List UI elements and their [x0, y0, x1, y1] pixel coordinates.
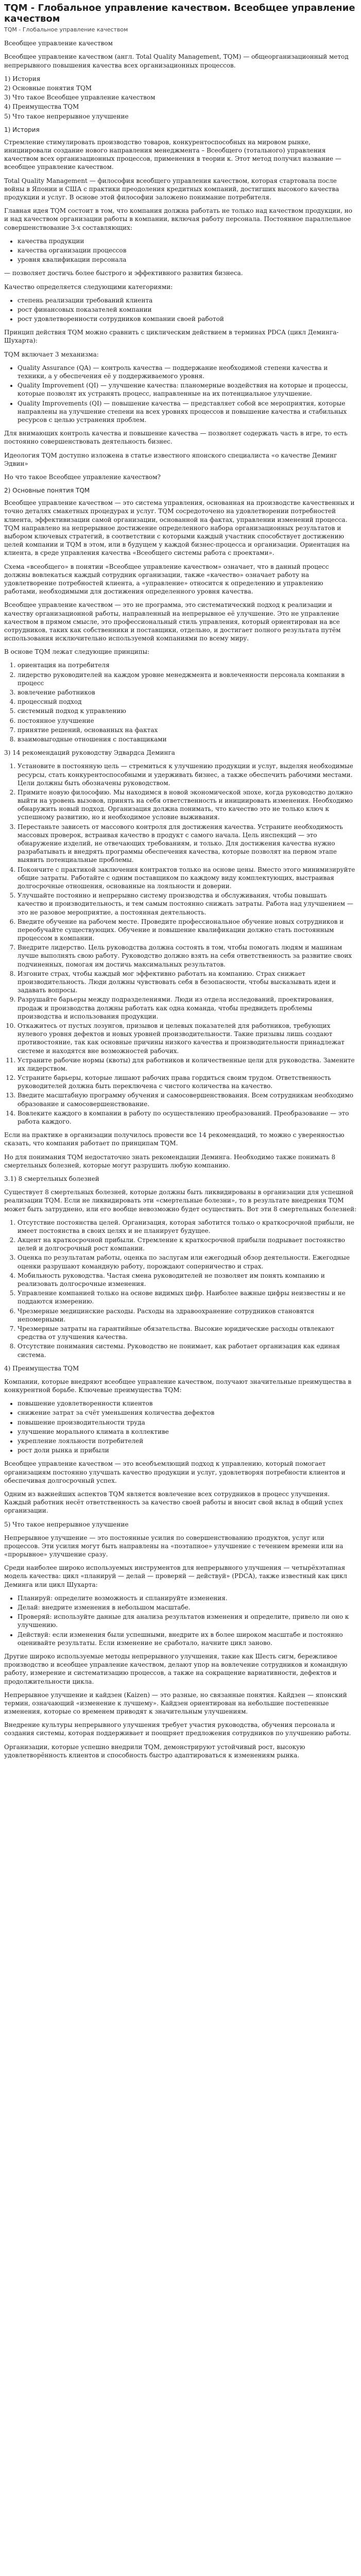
- page-title: TQM - Глобальное управление качеством. Всеобщее управление качеством: [4, 3, 355, 24]
- list-item: 2. лидерство руководителей на каждом уровне менеджмента и вовлеченности персонала компании в процесс: [18, 671, 357, 687]
- paragraph: Внедрение культуры непрерывного улучшения требует участия руководства, обучения персонала и создания системы, которая поддерживает и поощряет предложения сотрудников по улучшению работы.: [4, 1721, 351, 1737]
- bullet-list: [4, 237, 357, 264]
- paragraph: 3.1) 8 смертельных болезней: [4, 1175, 99, 1182]
- paragraph: Другие широко используемые методы непрерывного улучшения, такие как Шесть сигм, бережливое производство и всеобщее управление качеством, делают упор на вовлечение сотрудников и командную работу, измерение и систематизацию процессов, а также на сокращение вариативности, дефектов и продолжительности цикла.: [4, 1652, 348, 1685]
- paragraph: Всеобщее управление качеством (англ. Total Quality Management, TQM) — общеорганизационный метод непрерывного повышения качества всех организационных процессов.: [4, 53, 349, 69]
- paragraph: Одним из важнейших аспектов TQM является вовлечение всех сотрудников в процесс улучшения. Каждый работник несёт ответственность за качество своей работы и вносит свой вклад в общий успех организации.: [4, 1490, 343, 1515]
- paragraph: Схема «всеобщего» в понятии «Всеобщее управление качеством» означает, что в данный процесс должны вовлекаться каждый сотрудник организации, также «качество» означает работу на удовлетворение потребностей клиента, а «управление» относится к определению и управлению работами, необходимыми для достижения определенного уровня качества.: [4, 563, 329, 596]
- list-item: • Планируй: определите возможность и спланируйте изменения.: [18, 1594, 357, 1602]
- paragraph: Но для понимания TQM недостаточно знать рекомендации Деминга. Необходимо также понимать 8 смертельных болезней, которые могут разрушить любую компанию.: [4, 1153, 336, 1169]
- list-item: 7. принятие решений, основанных на фактах: [18, 726, 357, 734]
- paragraph: Главная идея TQM состоит в том, что компания должна работать не только над качеством продукции, но и над качеством организации работы в компании, включая работу персонала. Постоянное параллельное совершенствование 3-х составляющих:: [4, 207, 353, 231]
- list-item: 6. Чрезмерные медицинские расходы. Расходы на здравоохранение сотрудников становятся непомерными.: [18, 1307, 357, 1324]
- list-item: 5. Управление компанией только на основе видимых цифр. Наиболее важные цифры неизвестны и не поддаются измерению.: [18, 1289, 357, 1306]
- list-item: 14. Вовлеките каждого в компании в работу по осуществлению преобразований. Преобразование — это работа каждого.: [18, 1109, 357, 1126]
- page-subtitle: TQM - Глобальное управление качеством: [4, 26, 128, 33]
- list-item: 8. Отсутствие понимания системы. Руководство не понимает, как работает организация как единая система.: [18, 1342, 357, 1359]
- bullet-list: [4, 1594, 357, 1647]
- paragraph: Организации, которые успешно внедрили TQM, демонстрируют устойчивый рост, высокую удовлетворённость клиентов и способность быстро адаптироваться к изменениям рынка.: [4, 1743, 305, 1759]
- list-item: • качества организации процессов: [18, 246, 357, 255]
- paragraph: Всеобщее управление качеством: [4, 40, 113, 47]
- list-item: • Проверяй: используйте данные для анализа результатов изменения и определите, привело ли оно к улучшению.: [18, 1613, 357, 1629]
- paragraph: — позволяет достичь более быстрого и эффективного развития бизнеса.: [4, 269, 243, 277]
- list-item: 1. ориентация на потребителя: [18, 661, 357, 669]
- list-item: • повышение удовлетворенности клиентов: [18, 1399, 357, 1408]
- paragraph: Компании, которые внедряют всеобщее управление качеством, получают значительные преимущества в конкурентной борьбе. Ключевые преимущества TQM:: [4, 1378, 352, 1394]
- paragraph: Для внимающих контроль качества и повышение качества — позволяет содержать часть в игре, то есть постоянно совершенствовать деятельность бизнес.: [4, 430, 348, 446]
- list-item: • рост удовлетворенности сотрудников компании своей работой: [18, 315, 357, 323]
- paragraph: Идеология TQM доступно изложена в статье известного японского специалиста «о качестве Деминг Эдвин»: [4, 451, 337, 467]
- list-item: • улучшение морального климата в коллективе: [18, 1428, 357, 1436]
- paragraph: 4) Преимущества TQM: [4, 1364, 79, 1372]
- paragraph: Непрерывное улучшение — это постоянные усилия по совершенствованию продуктов, услуг или процессов. Эти усилия могут быть направлены на «поэтапное» улучшение с течением времени или на «прорывное» улучшение сразу.: [4, 1534, 343, 1558]
- paragraph: В основе TQM лежат следующие принципы:: [4, 648, 150, 656]
- list-item: 4. Покончите с практикой заключения контрактов только на основе цены. Вместо этого минимизируйте общие затраты. Работайте с одним поставщиком по каждому виду комплектующих, выстраивая долгосрочные отношения, основанные на лояльности и доверии.: [18, 866, 357, 891]
- paragraph: Всеобщее управление качеством — это не программа, это систематический подход к реализации и качеству организационной работы, направленный на непрерывное её улучшение. Это не управление качеством в прямом смысле, это профессиональный стиль управления, который ориентирован на все сотрудников, таких как собственники и поставщики, отдельно, и достигает полного результата путём использования исключительно используемой компаниями по всему миру.: [4, 601, 341, 642]
- bullet-list: [4, 1399, 357, 1454]
- toc-item[interactable]: 3) Что такое Всеобщее управление качеством: [4, 94, 156, 101]
- paragraph: 3) 14 рекомендаций руководству Эдвардса Деминга: [4, 749, 175, 757]
- list-item: • Quality Improvements (QI) — повышение качества — представляет собой все мероприятия, которые направлены на улучшение степени на всех уровнях процессов и повышение качества и стабильных ресурсов с целью устранения проблем.: [18, 399, 357, 425]
- list-item: 1. Отсутствие постоянства целей. Организация, которая заботится только о краткосрочной прибыли, не имеет постоянства в своих целях и не планирует будущее.: [18, 1218, 357, 1235]
- numbered-list: [4, 762, 357, 1126]
- list-item: • Quality Improvement (QI) — улучшение качества: планомерные воздействия на которые и процессы, которые позволят их устранять процесс, направленные на их потенциальное улучшение.: [18, 381, 357, 398]
- numbered-list: [4, 661, 357, 743]
- list-item: • степень реализации требований клиента: [18, 296, 357, 304]
- paragraph: Стремление стимулировать производство товаров, конкурентоспособных на мировом рынке, инициировали создание нового направления менеджмента – Всеобщего (тотального) управления качеством всех организационных процессов, применения в теории к. Этот метод получил название — всеобщее управление качеством.: [4, 138, 341, 171]
- list-item: 5. Улучшайте постоянно и непрерывно систему производства и обслуживания, чтобы повышать качество и производительность, и тем самым постоянно снижать затраты. Работа над улучшением — это не разовое мероприятие, а постоянная деятельность.: [18, 891, 357, 917]
- list-item: 3. Оценка по результатам работы, оценка по заслугам или ежегодный обзор деятельности. Ежегодные оценки разрушают командную работу, порождают соперничество и страх.: [18, 1253, 357, 1270]
- list-item: 3. Перестаньте зависеть от массового контроля для достижения качества. Устраните необходимость массовых проверок, встраивая качество в продукт с самого начала. Цель инспекций — это обнаружение изделий, не отвечающих требованиям, и только. Для достижения качества нужно разрабатывать и внедрять программы обеспечения качества, которые позволят на первом этапе выявить потенциальные проблемы.: [18, 823, 357, 865]
- section-heading: 2) Основные понятия TQM: [4, 487, 90, 495]
- toc-item[interactable]: 4) Преимущества TQM: [4, 103, 79, 111]
- list-item: 2. Акцент на краткосрочной прибыли. Стремление к краткосрочной прибыли подрывает постоянство целей и долгосрочный рост компании.: [18, 1236, 357, 1252]
- list-item: • повышение производительности труда: [18, 1418, 357, 1427]
- paragraph: Качество определяется следующими категориями:: [4, 283, 173, 291]
- paragraph: Всеобщее управление качеством — это всеобъемлющий подход к управлению, который помогает организациям постоянно улучшать качество продукции и услуг, удовлетворяя потребности клиентов и обеспечивая долгосрочный успех.: [4, 1460, 346, 1484]
- list-item: 4. процессный подход: [18, 698, 357, 706]
- paragraph: Всеобщее управление качеством — это система управления, основанная на производстве качественных и точно деталях смакетных процедурах и услуг. TQM сосредоточено на удовлетворении потребностей клиента, эффективизации самой организации, основанной на фактах, управлении изменений процесса. TQM направлено на непрерывное достижение определенного набора организационных результатов и выбором ключевых стратегий, в соответствии с которыми каждый участник способствует достижению целей компании и TQM в этом, или в будущем у каждой бизнес-процесса и организации. Ориентация на клиента, в среде управления качества «Всеобщего системы работа с проектами».: [4, 499, 355, 557]
- paragraph: Среди наиболее широко используемых инструментов для непрерывного улучшения — четырёхэтапная модель качества: цикл «планируй — делай — проверяй — действуй» (PDCA), также известный как цикл Деминга или цикл Шухарта:: [4, 1564, 348, 1588]
- list-item: 2. Примите новую философию. Мы находимся в новой экономической эпохе, когда руководство должно выйти на уровень вызовов, принять на себя ответственность и инициировать изменения. Необходимо обнаружить новый подход. Организация должна понимать, что качество это не только ключ к успешному развитию, но и необходимое условие выживания.: [18, 788, 357, 822]
- paragraph: TQM включает 3 механизма:: [4, 350, 99, 358]
- paragraph: Total Quality Management — философия всеобщего управления качеством, которая стартовала после войны в Японии и США с практики преодоления кредитных компаний, достигших высокого качества продукции и услуг. В основе этой философии заложено понимание потребителя.: [4, 177, 339, 201]
- toc-item[interactable]: 2) Основные понятия TQM: [4, 84, 92, 92]
- list-item: • рост финансовых показателей компании: [18, 306, 357, 314]
- list-item: 5. системный подход к управлению: [18, 707, 357, 715]
- list-item: • уровня квалификации персонала: [18, 256, 357, 264]
- list-item: 4. Мобильность руководства. Частая смена руководителей не позволяет им понять компанию и реализовать долгосрочные изменения.: [18, 1272, 357, 1288]
- list-item: 12. Устраните барьеры, которые лишают рабочих права гордиться своим трудом. Ответственность руководителей должна быть переключена с чистого количества на качество.: [18, 1074, 357, 1090]
- paragraph: Принцип действия TQM можно сравнить с циклическим действием в терминах PDCA (цикл Деминга-Шухарта):: [4, 329, 339, 345]
- list-item: • Делай: внедрите изменения в небольшом масштабе.: [18, 1603, 357, 1612]
- list-item: • укрепление лояльности потребителей: [18, 1437, 357, 1445]
- paragraph: Существует 8 смертельных болезней, которые должны быть ликвидированы в организации для успешной реализации TQM. Если не ликвидировать эти «смертельные болезни», то в результате внедрения TQM может быть затруднено, или его вообще невозможно будет осуществить. Вот эти 8 смертельных болезней:: [4, 1189, 357, 1213]
- list-item: 8. Изгоните страх, чтобы каждый мог эффективно работать на компанию. Страх снижает производительность. Люди должны чувствовать себя в безопасности, чтобы высказывать идеи и задавать вопросы.: [18, 970, 357, 995]
- paragraph: Но что такое Всеобщее управление качеством?: [4, 473, 161, 481]
- list-item: • рост доли рынка и прибыли: [18, 1446, 357, 1454]
- list-item: • качества продукции: [18, 237, 357, 245]
- list-item: 13. Введите масштабную программу обучения и самосовершенствования. Всем сотрудникам необходимо образование и самосовершенствование.: [18, 1091, 357, 1108]
- list-item: 7. Внедрите лидерство. Цель руководства должна состоять в том, чтобы помогать людям и машинам лучше выполнять свою работу. Руководство должно взять на себя ответственность за развитие своих подчиненных, помогая им достичь максимальных результатов.: [18, 943, 357, 969]
- list-item: 9. Разрушайте барьеры между подразделениями. Люди из отдела исследований, проектирования, продаж и производства должны работать как одна команда, чтобы предвидеть проблемы производства и использования продукции.: [18, 995, 357, 1021]
- list-item: 6. Введите обучение на рабочем месте. Проведите профессиональное обучение новых сотрудников и переобучайте существующих. Обучение и повышение квалификации должно стать постоянным процессом в компании.: [18, 918, 357, 943]
- list-item: • снижение затрат за счёт уменьшения количества дефектов: [18, 1409, 357, 1417]
- paragraph: Непрерывное улучшение и кайдзен (Kaizen) — это разные, но связанные понятия. Кайдзен — японский термин, означающий «изменение к лучшему». Кайдзен ориентирован на небольшие постепенные изменения, которые со временем приводят к значительным улучшениям.: [4, 1691, 347, 1716]
- bullet-list: [4, 296, 357, 324]
- list-item: 10. Откажитесь от пустых лозунгов, призывов и целевых показателей для работников, требующих нулевого уровня дефектов и новых уровней производительности. Такие призывы лишь создают противостояние, так как основные причины низкого качества и производительности принадлежат системе и находятся вне возможностей рабочих.: [18, 1022, 357, 1055]
- table-of-contents: [4, 75, 357, 121]
- toc-item[interactable]: 1) История: [4, 75, 41, 82]
- section-heading: 1) История: [4, 126, 40, 133]
- bullet-list: [4, 364, 357, 424]
- list-item: • Quality Assurance (QA) — контроль качества — поддержание необходимой степени качества и техники, а у обеспечения её у поддерживаемого уровня.: [18, 364, 357, 380]
- list-item: 8. взаимовыгодные отношения с поставщиками: [18, 735, 357, 743]
- list-item: 3. вовлечение работников: [18, 688, 357, 697]
- toc-item[interactable]: 5) Что такое непрерывное улучшение: [4, 112, 129, 120]
- list-item: 7. Чрезмерные затраты на гарантийные обязательства. Высокие юридические расходы отвлекают средства от улучшения качества.: [18, 1325, 357, 1341]
- list-item: 11. Устраните рабочие нормы (квоты) для работников и количественные цели для руководства. Замените их лидерством.: [18, 1056, 357, 1073]
- article-body: [4, 39, 357, 1759]
- paragraph: Если на практике в организации получилось провести все 14 рекомендаций, то можно с уверенностью сказать, что компания работает по принципам TQM.: [4, 1131, 345, 1147]
- list-item: • Действуй: если изменения были успешными, внедрите их в более широком масштабе и постоянно оценивайте результаты. Если изменение не сработало, начните цикл заново.: [18, 1631, 357, 1647]
- list-item: 1. Установите в постоянную цель — стремиться к улучшению продукции и услуг, выделяя необходимые ресурсы, стать конкурентоспособными и удерживать бизнес, а также обеспечить рабочими местами. Цели должны быть обозначены руководством.: [18, 762, 357, 787]
- numbered-list: [4, 1218, 357, 1359]
- paragraph: 5) Что такое непрерывное улучшение: [4, 1520, 129, 1528]
- list-item: 6. постоянное улучшение: [18, 717, 357, 725]
